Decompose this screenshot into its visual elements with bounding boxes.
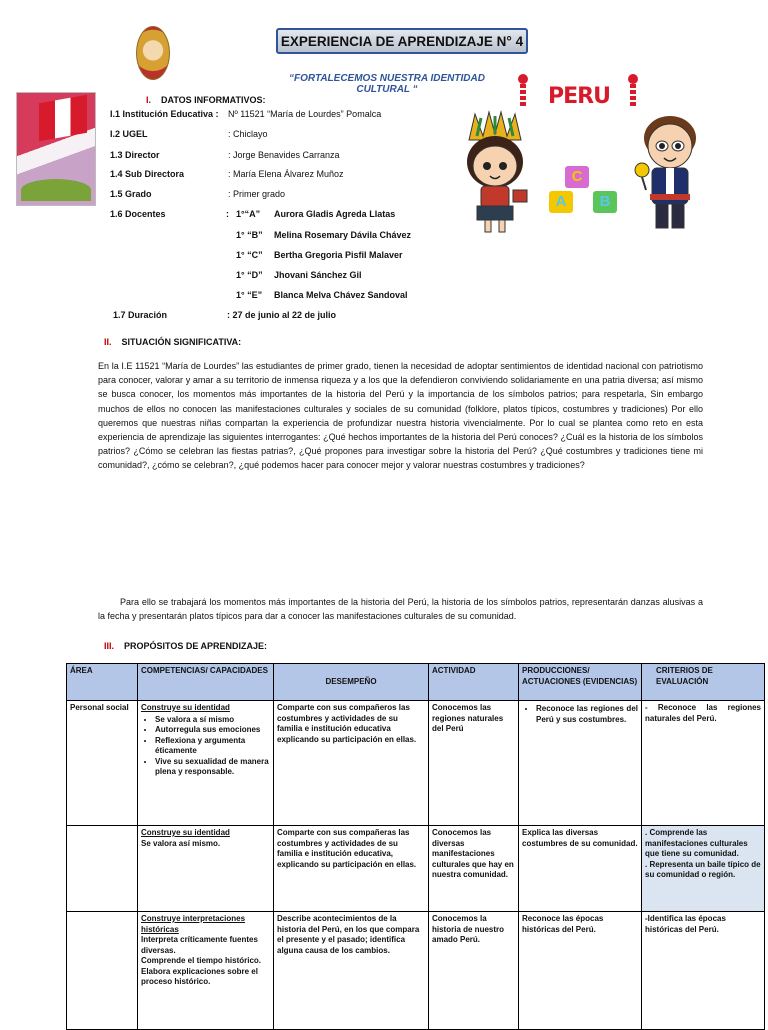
teacher-name: Jhovani Sánchez Gil [274,270,362,280]
school-seal-logo [136,26,170,80]
section-1-number: I. [146,95,152,105]
teacher-row [236,290,436,302]
cell-evidence [519,701,642,826]
teacher-name: Blanca Melva Chávez Sandoval [274,290,408,300]
teacher-grade: 1° “D” [236,270,263,280]
peru-flag-image [39,95,87,141]
teacher-grade: 1° “E” [236,290,263,300]
info-label: I.2 UGEL [110,129,148,139]
teacher-row [236,270,436,282]
header-evidence: PRODUCCIONES/ ACTUACIONES (EVIDENCIAS) [519,664,642,701]
cell-area: Personal social [67,701,138,826]
block-a: A [549,191,573,213]
tassel-ornament-left [516,74,530,110]
cell-criteria [642,826,765,912]
table-row [67,701,765,826]
info-value: : Primer grado [228,189,286,199]
patriotic-illustration [16,92,96,206]
criteria-line: . Comprende las manifestaciones culturales que tiene su comunidad. [645,828,748,858]
info-label: 1.7 Duración [113,310,168,320]
cell-evidence: Explica las diversas costumbres de su comunidad. [519,826,642,912]
table-header-row [67,664,765,701]
list-item: • Se valora a sí mismo [155,715,270,726]
info-value: Nº 11521 “María de Lourdes” Pomalca [228,109,382,119]
info-value: : 27 de junio al 22 de julio [227,310,337,320]
capacity-text: Se valora así mismo. [141,838,221,848]
info-row-institution [110,109,440,121]
girl-illustration [455,110,535,235]
info-label: 1.3 Director [110,150,160,160]
evidence-list [522,704,638,725]
cell-performance: Comparte con sus compañeras las costumbres y actividades de su familia e institución educativa, explicando su participación en ellas. [274,826,429,912]
teacher-name: Bertha Gregoria Pisfil Malaver [274,250,403,260]
cell-performance: Comparte con sus compañeros las costumbres y actividades de su familia e institución educativa explicando su participación en ellas. [274,701,429,826]
info-label: 1.5 Grado [110,189,152,199]
capacity-text: Interpreta críticamente fuentes diversas. Comprende el tiempo histórico. Elabora explicaciones sobre el proceso histórico. [141,935,262,986]
table-row [67,826,765,912]
teacher-row [236,230,436,242]
competency-title: Construye interpretaciones históricas [141,914,246,934]
boy-illustration [630,110,710,238]
teacher-grade: 1° “C” [236,250,263,260]
section-2-title: SITUACIÓN SIGNIFICATIVA: [121,337,242,347]
plan-paragraph: Para ello se trabajará los momentos más importantes de la historia del Perú, la historia de los símbolos patrios, representarán danzas alusivas a la fecha y presentarán platos típicos para dar a conocer las manifestaciones culturales de su comunidad. [98,597,703,622]
abc-blocks-image [545,166,623,216]
section-1-title: DATOS INFORMATIVOS: [161,95,266,105]
page-title: EXPERIENCIA DE APRENDIZAJE N° 4 [276,28,528,54]
teacher-grade: 1° “B” [236,230,263,240]
learning-purposes-table [66,663,765,1030]
header-competencies: COMPETENCIAS/ CAPACIDADES [138,664,274,701]
page-subtitle: “FORTALECEMOS NUESTRA IDENTIDAD CULTURAL “ [289,73,485,95]
section-1-heading [146,95,266,105]
teacher-grade: 1°“A” [236,209,261,219]
capacity-list [141,715,270,778]
info-row-grade [110,189,440,201]
cell-activity: Conocemos las diversas manifestaciones culturales que hay en nuestra comunidad. [429,826,519,912]
info-value: : [226,209,229,219]
cell-competency [138,826,274,912]
list-item: • Vive su sexualidad de manera plena y responsable. [155,757,270,778]
info-value: : Jorge Benavides Carranza [228,150,340,160]
list-item: • Reflexiona y argumenta éticamente [155,736,270,757]
header-area: ÁREA [67,664,138,701]
cell-activity: Conocemos la historia de nuestro amado Perú. [429,912,519,1030]
table-row [67,912,765,1030]
competency-title: Construye su identidad [141,703,230,712]
cell-area [67,912,138,1030]
list-item: • Reconoce las regiones del Perú y sus costumbres. [536,704,638,725]
laurel-image [21,179,91,201]
section-2-heading [104,337,241,347]
teacher-row [236,250,436,262]
cell-competency [138,912,274,1030]
info-value: : María Elena Álvarez Muñoz [228,169,344,179]
cell-criteria: -Identifica las épocas históricas del Perú. [642,912,765,1030]
cell-criteria: - Reconoce las regiones naturales del Perú. [642,701,765,826]
info-value: : Chiclayo [228,129,268,139]
section-2-number: II. [104,337,112,347]
block-c: C [565,166,589,188]
info-row-director [110,150,440,162]
cell-evidence: Reconoce las épocas históricas del Perú. [519,912,642,1030]
competency-title: Construye su identidad [141,828,230,837]
criteria-line: . Representa un baile típico de su comunidad o región. [645,859,761,879]
info-row-duration [113,310,443,322]
teacher-name: Melina Rosemary Dávila Chávez [274,230,412,240]
info-label: I.1 Institución Educativa : [110,109,219,119]
teacher-name: Aurora Gladis Agreda Llatas [274,209,396,219]
cell-competency [138,701,274,826]
cell-area [67,826,138,912]
list-item: • Autorregula sus emociones [155,725,270,736]
cell-activity: Conocemos las regiones naturales del Perú [429,701,519,826]
header-criteria: CRITERIOS DE EVALUACIÓN [642,664,765,701]
info-label: 1.4 Sub Directora [110,169,185,179]
tassel-ornament-right [626,74,640,110]
info-row-subdirector [110,169,440,181]
info-row-ugel [110,129,440,141]
section-3-heading [104,641,267,651]
cell-performance: Describe acontecimientos de la historia del Perú, en los que compara el presente y el pasado; identifica alguna causa de los cambios. [274,912,429,1030]
block-b: B [593,191,617,213]
peru-word: PERU [548,84,610,109]
header-performance: DESEMPEÑO [274,664,429,701]
section-3-title: PROPÓSITOS DE APRENDIZAJE: [124,641,268,651]
section-3-number: III. [104,641,115,651]
situation-paragraph: En la I.E 11521 “María de Lourdes” las estudiantes de primer grado, tienen la necesidad de adoptar sentimientos de identidad nacional con patriotismo para conocer, valorar y amar a su territorio de inmensa riqueza y a los que la defendieron conviviendo solidariamente en una patria diversa; así mismo se busca conocer, los momentos más importantes de la historia del Perú y la importancia de los símbolos patrios; para respetarla, Sin embargo muchos de ellos no conocen las manifestaciones culturales y sociales de su comunidad (folklore, platos típicos, costumbres y tradiciones) Por ello queremos que nuestras niñas compartan la experiencia de profundizar nuestra historia vivencialmente. Por lo cual se plantea como reto en esta experiencia de aprendizaje las siguientes interrogantes: ¿Qué hechos importantes de la historia del Perú conoces? ¿Cuál es la historia de los símbolos patrios? ¿Cómo se celebran las fiestas patrias?, ¿Qué propones para investigar sobre la historia del Perú? ¿Qué costumbres y tradiciones tiene mi comunidad?, ¿cómo se celebran?, ¿qué podemos hacer para conocer mejor y valorar nuestras costumbres y tradiciones? [98,361,703,471]
header-activity: ACTIVIDAD [429,664,519,701]
info-label: 1.6 Docentes [110,209,166,219]
teacher-row [236,209,436,221]
